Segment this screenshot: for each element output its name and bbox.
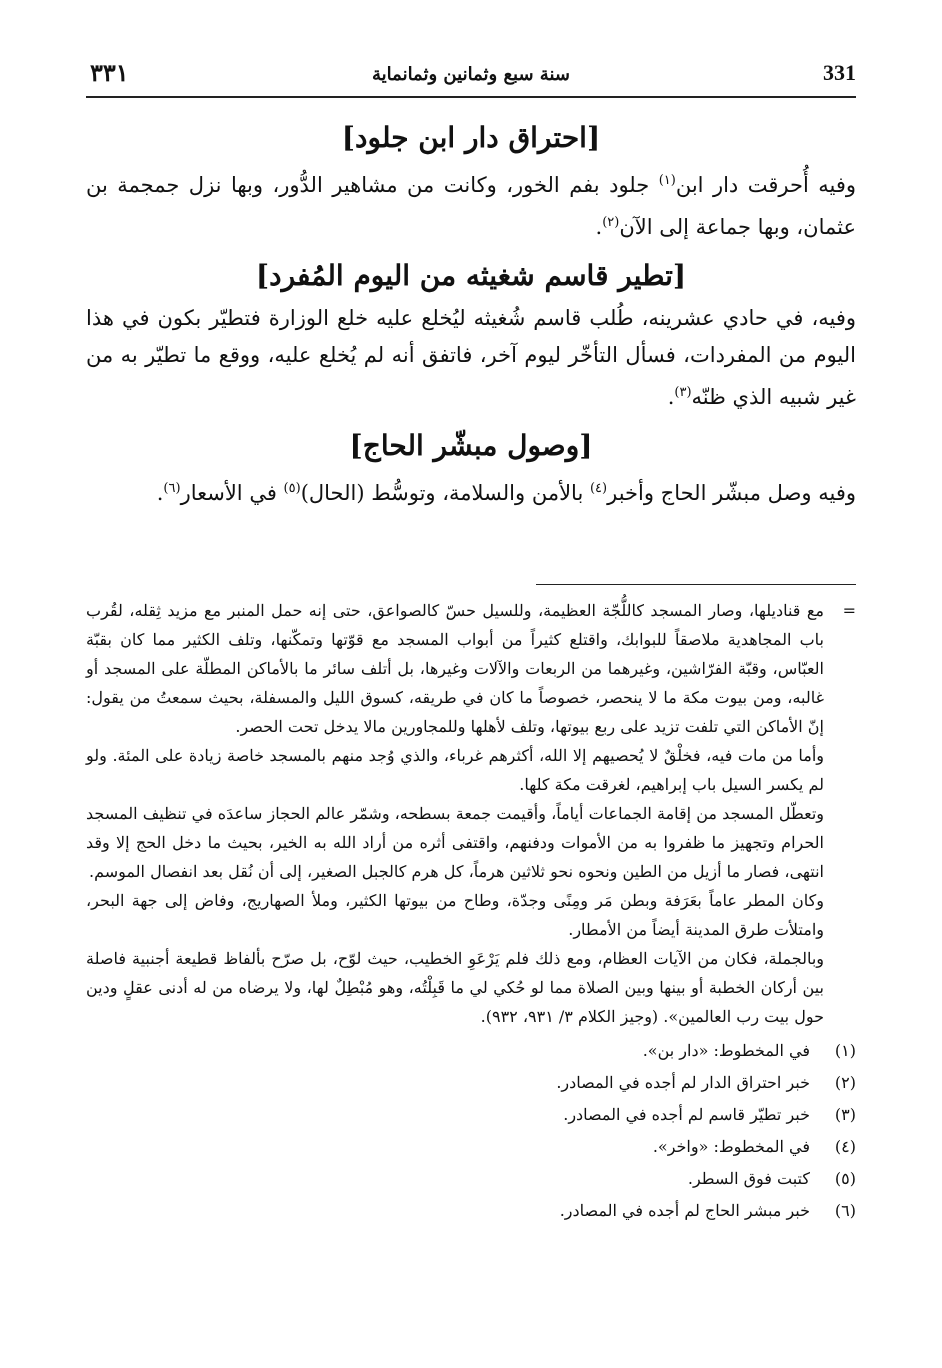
footnote-paragraph: مع قناديلها، وصار المسجد كاللُّجّة العظيمة، وللسيل حسّ كالصواعق، حتى إنه حمل المنبر مع مزيد ثِقله، لقُرب باب المجاهدية ملاصقاً للبوابك، واقتلع كثيراً من أبواب المسجد مع قوّتها وتمكّنها، وتلف الكثير مما كان بقبّة العبّاس، وقبّة الفرّاشين، وغيرهما من الربعات والآلات وغيرها، بل أتلف سائر ما بالأماكن المطلّة على المسجد أو غالبه، ومن بيوت مكة ما لا ينحصر، خصوصاً ما كان في طريقه، كسوق الليل والمسفلة، بحيث سمعتُ من يقول: إنّ الأماكن التي تلفت تزيد على ربع بيوتها، وتلف لأهلها وللمجاورين مالا يدخل تحت الحصر. (86, 601, 824, 736)
section-title-2: [تطير قاسم شغيثه من اليوم المُفرد] (255, 259, 687, 292)
footnote-separator (536, 584, 856, 585)
footnote-number: (١) (834, 1041, 856, 1060)
footnote-item (86, 1067, 856, 1099)
section-body-2: وفيه، في حادي عشرينه، طُلب قاسم شُغيثه ليُخلع عليه خلع الوزارة فتطيّر بكون في هذا اليوم من المفردات، فسأل التأخّر ليوم آخر، فاتفق أنه لم يُخلع عليه، ووقع ما تطيّر به من غير شبيه الذي ظنّه$^{(٣)}$. (86, 306, 856, 409)
footnote-item (86, 1131, 856, 1163)
footnote-ref: (١) (658, 173, 676, 188)
footnote-number: (٦) (834, 1201, 856, 1220)
footnote-text: في المخطوط: «واخر». (652, 1137, 810, 1156)
footnote-text: خبر مبشر الحاج لم أجده في المصادر. (559, 1201, 810, 1220)
page-number-latin: 331 (823, 60, 856, 85)
footnote-text: خبر احتراق الدار لم أجده في المصادر. (556, 1073, 810, 1092)
section-title-3: [وصول مبشّر الحاج] (349, 429, 593, 462)
footnote-number: (٤) (834, 1137, 856, 1156)
section-body-3: وفيه وصل مبشّر الحاج وأخبر$^{(٤)}$ بالأمن والسلامة، وتوسُّط (الحال)$^{(٥)}$ في الأسعار$^{(٦)}$. (156, 481, 856, 505)
footnote-text: كتبت فوق السطر. (687, 1169, 810, 1188)
page-number-arabic: ٣٣١ (90, 58, 129, 87)
footnote-ref: (٦) (163, 481, 181, 496)
running-title: سنة سبع وثمانين وثمانماية (372, 64, 570, 85)
footnote-ref: (٥) (283, 481, 301, 496)
footnote-paragraph: وأما من مات فيه، فخلْقٌ لا يُحصيهم إلا الله، أكثرهم غرباء، والذي وُجد منهم بالمسجد خاصة زيادة على المئة. ولو لم يكسر السيل باب إبراهيم، لغرقت مكة كلها. (86, 746, 824, 794)
footnote-item (86, 1099, 856, 1131)
footnote-ref: (٣) (674, 385, 692, 400)
footnote-text: في المخطوط: «دار بن». (642, 1041, 810, 1060)
running-header (86, 52, 856, 98)
footnote-paragraph: وبالجملة، فكان من الآيات العظام، ومع ذلك فلم يَرْعَوِ الخطيب، حيث لوّح، بل صرّح بألفاظ قطيعة أجنبية فاصلة بين أركان الخطبة أو بينها وبين الصلاة مما لو حُكي لي ما قَبِلْتُه، وهو مُبْطِلٌ لها، ولا يرضاه من له أدنى عقلٍ ودين حول بيت رب العالمين». (وجيز الكلام ٣/ ٩٣١، ٩٣٢). (86, 949, 824, 1026)
section-title-1: [احتراق دار ابن جلود] (341, 121, 601, 154)
section-body-1: وفيه أُحرقت دار ابن$^{(١)}$ جلود بفم الخور، وكانت من مشاهير الدُّور، وبها نزل جمجمة بن عثمان، وبها جماعة إلى الآن$^{(٢)}$. (86, 173, 857, 239)
footnote-ref: (٢) (602, 215, 620, 230)
footnote-text: خبر تطيّر قاسم لم أجده في المصادر. (563, 1105, 810, 1124)
footnote-continuation (86, 596, 856, 1031)
footnotes (86, 596, 856, 1227)
footnote-ref: (٤) (589, 481, 608, 496)
footnote-number: (٢) (834, 1073, 856, 1092)
main-text (86, 108, 856, 512)
footnote-number: (٣) (834, 1105, 856, 1124)
footnote-paragraph: وتعطّل المسجد من إقامة الجماعات أياماً، وأقيمت جمعة بسطحه، وشمّر عالم الحجاز ساعدَه في تنظيف المسجد الحرام وتجهيز ما ظفروا به من الأموات ودفنهم، واقتفى أثره من أراد الله به الخير، بحيث ما دخل الحج إلا وقد انتهى، فصار ما أزيل من الطين ونحوه نحو ثلاثين هرماً، كل هرم كالجبل الصغير، إلى أن نُقل بعد انفصال الموسم. (86, 804, 824, 881)
footnote-list (86, 1035, 856, 1227)
continuation-mark: = (842, 601, 856, 620)
footnote-item (86, 1163, 856, 1195)
footnote-number: (٥) (834, 1169, 856, 1188)
footnote-item (86, 1035, 856, 1067)
footnote-item (86, 1195, 856, 1227)
footnote-paragraph: وكان المطر عاماً بعَرَفة وبطن مَر ومِنًى وجدّة، وطاح من بيوتها الكثير، وملأ الصهاريج، وفاض إلى جهة البحر، وامتلأت طرق المدينة أيضاً من الأمطار. (86, 891, 824, 939)
